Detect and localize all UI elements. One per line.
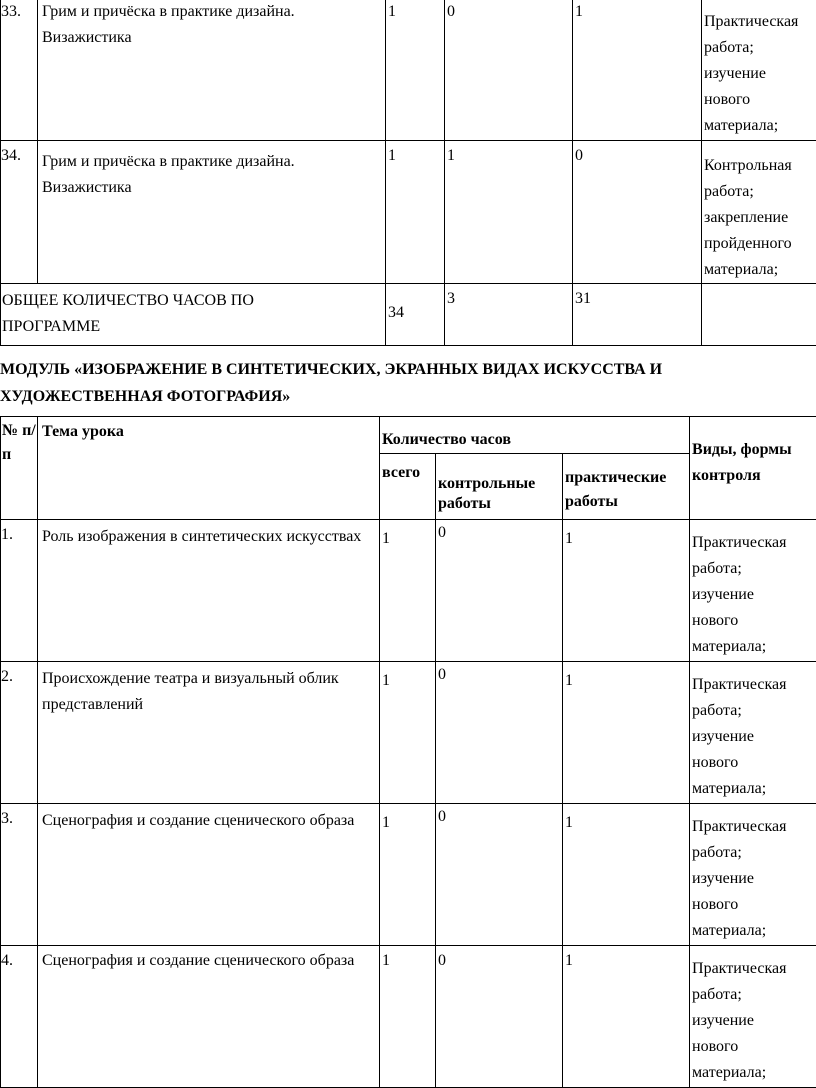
row-number: 33.	[1, 0, 38, 141]
control-line: изучение	[692, 866, 816, 892]
control-line: изучение	[692, 582, 816, 608]
summary-practical: 31	[573, 284, 702, 346]
hours-total: 1	[386, 141, 445, 284]
header-practical: практические работы	[563, 454, 690, 520]
control-line: Контрольная	[704, 153, 816, 179]
control-line: материала;	[704, 257, 816, 283]
control-line: нового	[704, 87, 816, 113]
hours-total: 1	[380, 662, 436, 804]
table-row	[1, 804, 816, 946]
hours-practical: 1	[573, 0, 702, 141]
hours-practical: 1	[563, 946, 690, 1088]
hours-total: 1	[386, 0, 445, 141]
header-total: всего	[380, 454, 436, 520]
hours-tests: 1	[445, 141, 573, 284]
row-number: 2.	[1, 662, 38, 804]
hours-practical: 1	[563, 662, 690, 804]
control-line: нового	[692, 608, 816, 634]
hours-tests: 0	[436, 804, 563, 946]
control-line: работа;	[692, 840, 816, 866]
hours-practical: 1	[563, 804, 690, 946]
control-line: работа;	[704, 35, 816, 61]
control-line: работа;	[704, 179, 816, 205]
hours-tests: 0	[436, 946, 563, 1088]
table-row	[1, 520, 816, 662]
control-line: работа;	[692, 982, 816, 1008]
row-number: 34.	[1, 141, 38, 284]
hours-total: 1	[380, 804, 436, 946]
control-line: работа;	[692, 698, 816, 724]
control-forms	[702, 0, 816, 141]
module-heading: МОДУЛЬ «ИЗОБРАЖЕНИЕ В СИНТЕТИЧЕСКИХ, ЭКРАННЫХ ВИДАХ ИСКУССТВА И ХУДОЖЕСТВЕННАЯ ФОТОГРАФИЯ»	[0, 356, 816, 410]
control-line: изучение	[692, 1008, 816, 1034]
lesson-topic: Грим и причёска в практике дизайна. Визажистика	[38, 141, 386, 284]
control-forms	[690, 662, 816, 804]
header-number: № п/п	[1, 417, 38, 520]
table-row	[1, 662, 816, 804]
control-line: Практическая	[692, 530, 816, 556]
control-forms	[690, 520, 816, 662]
control-line: материала;	[692, 918, 816, 944]
summary-row	[1, 284, 816, 346]
hours-tests: 0	[436, 520, 563, 662]
row-number: 3.	[1, 804, 38, 946]
header-hours: Количество часов	[380, 417, 690, 454]
control-line: пройденного	[704, 231, 816, 257]
lesson-topic: Сценография и создание сценического образа	[38, 804, 380, 946]
hours-tests: 0	[445, 0, 573, 141]
summary-tests: 3	[445, 284, 573, 346]
control-line: изучение	[704, 61, 816, 87]
control-line: Практическая	[692, 956, 816, 982]
row-number: 1.	[1, 520, 38, 662]
table-header-row	[1, 417, 816, 454]
control-line: нового	[692, 1034, 816, 1060]
control-line: Практическая	[692, 672, 816, 698]
table-row	[1, 946, 816, 1088]
hours-practical: 1	[563, 520, 690, 662]
control-forms	[690, 946, 816, 1088]
lesson-table-previous-module	[0, 0, 816, 346]
header-topic: Тема урока	[38, 417, 380, 520]
control-line: работа;	[692, 556, 816, 582]
lesson-topic: Сценография и создание сценического образа	[38, 946, 380, 1088]
table-row	[1, 0, 816, 141]
hours-tests: 0	[436, 662, 563, 804]
summary-control-empty	[702, 284, 816, 346]
lesson-topic: Роль изображения в синтетических искусствах	[38, 520, 380, 662]
control-line: материала;	[692, 776, 816, 802]
header-control: Виды, формы контроля	[690, 417, 816, 520]
hours-total: 1	[380, 946, 436, 1088]
table-row	[1, 141, 816, 284]
control-line: Практическая	[692, 814, 816, 840]
header-tests: контрольные работы	[436, 454, 563, 520]
control-line: материала;	[704, 113, 816, 139]
summary-label: ОБЩЕЕ КОЛИЧЕСТВО ЧАСОВ ПО ПРОГРАММЕ	[1, 284, 386, 346]
control-line: Практическая	[704, 9, 816, 35]
lesson-topic: Грим и причёска в практике дизайна. Визажистика	[38, 0, 386, 141]
control-line: нового	[692, 750, 816, 776]
control-line: изучение	[692, 724, 816, 750]
row-number: 4.	[1, 946, 38, 1088]
lesson-topic: Происхождение театра и визуальный облик представлений	[38, 662, 380, 804]
control-forms	[690, 804, 816, 946]
lesson-table-module	[0, 416, 816, 1088]
control-forms	[702, 141, 816, 284]
summary-total: 34	[386, 284, 445, 346]
hours-practical: 0	[573, 141, 702, 284]
control-line: материала;	[692, 1060, 816, 1086]
control-line: нового	[692, 892, 816, 918]
hours-total: 1	[380, 520, 436, 662]
control-line: закрепление	[704, 205, 816, 231]
control-line: материала;	[692, 634, 816, 660]
